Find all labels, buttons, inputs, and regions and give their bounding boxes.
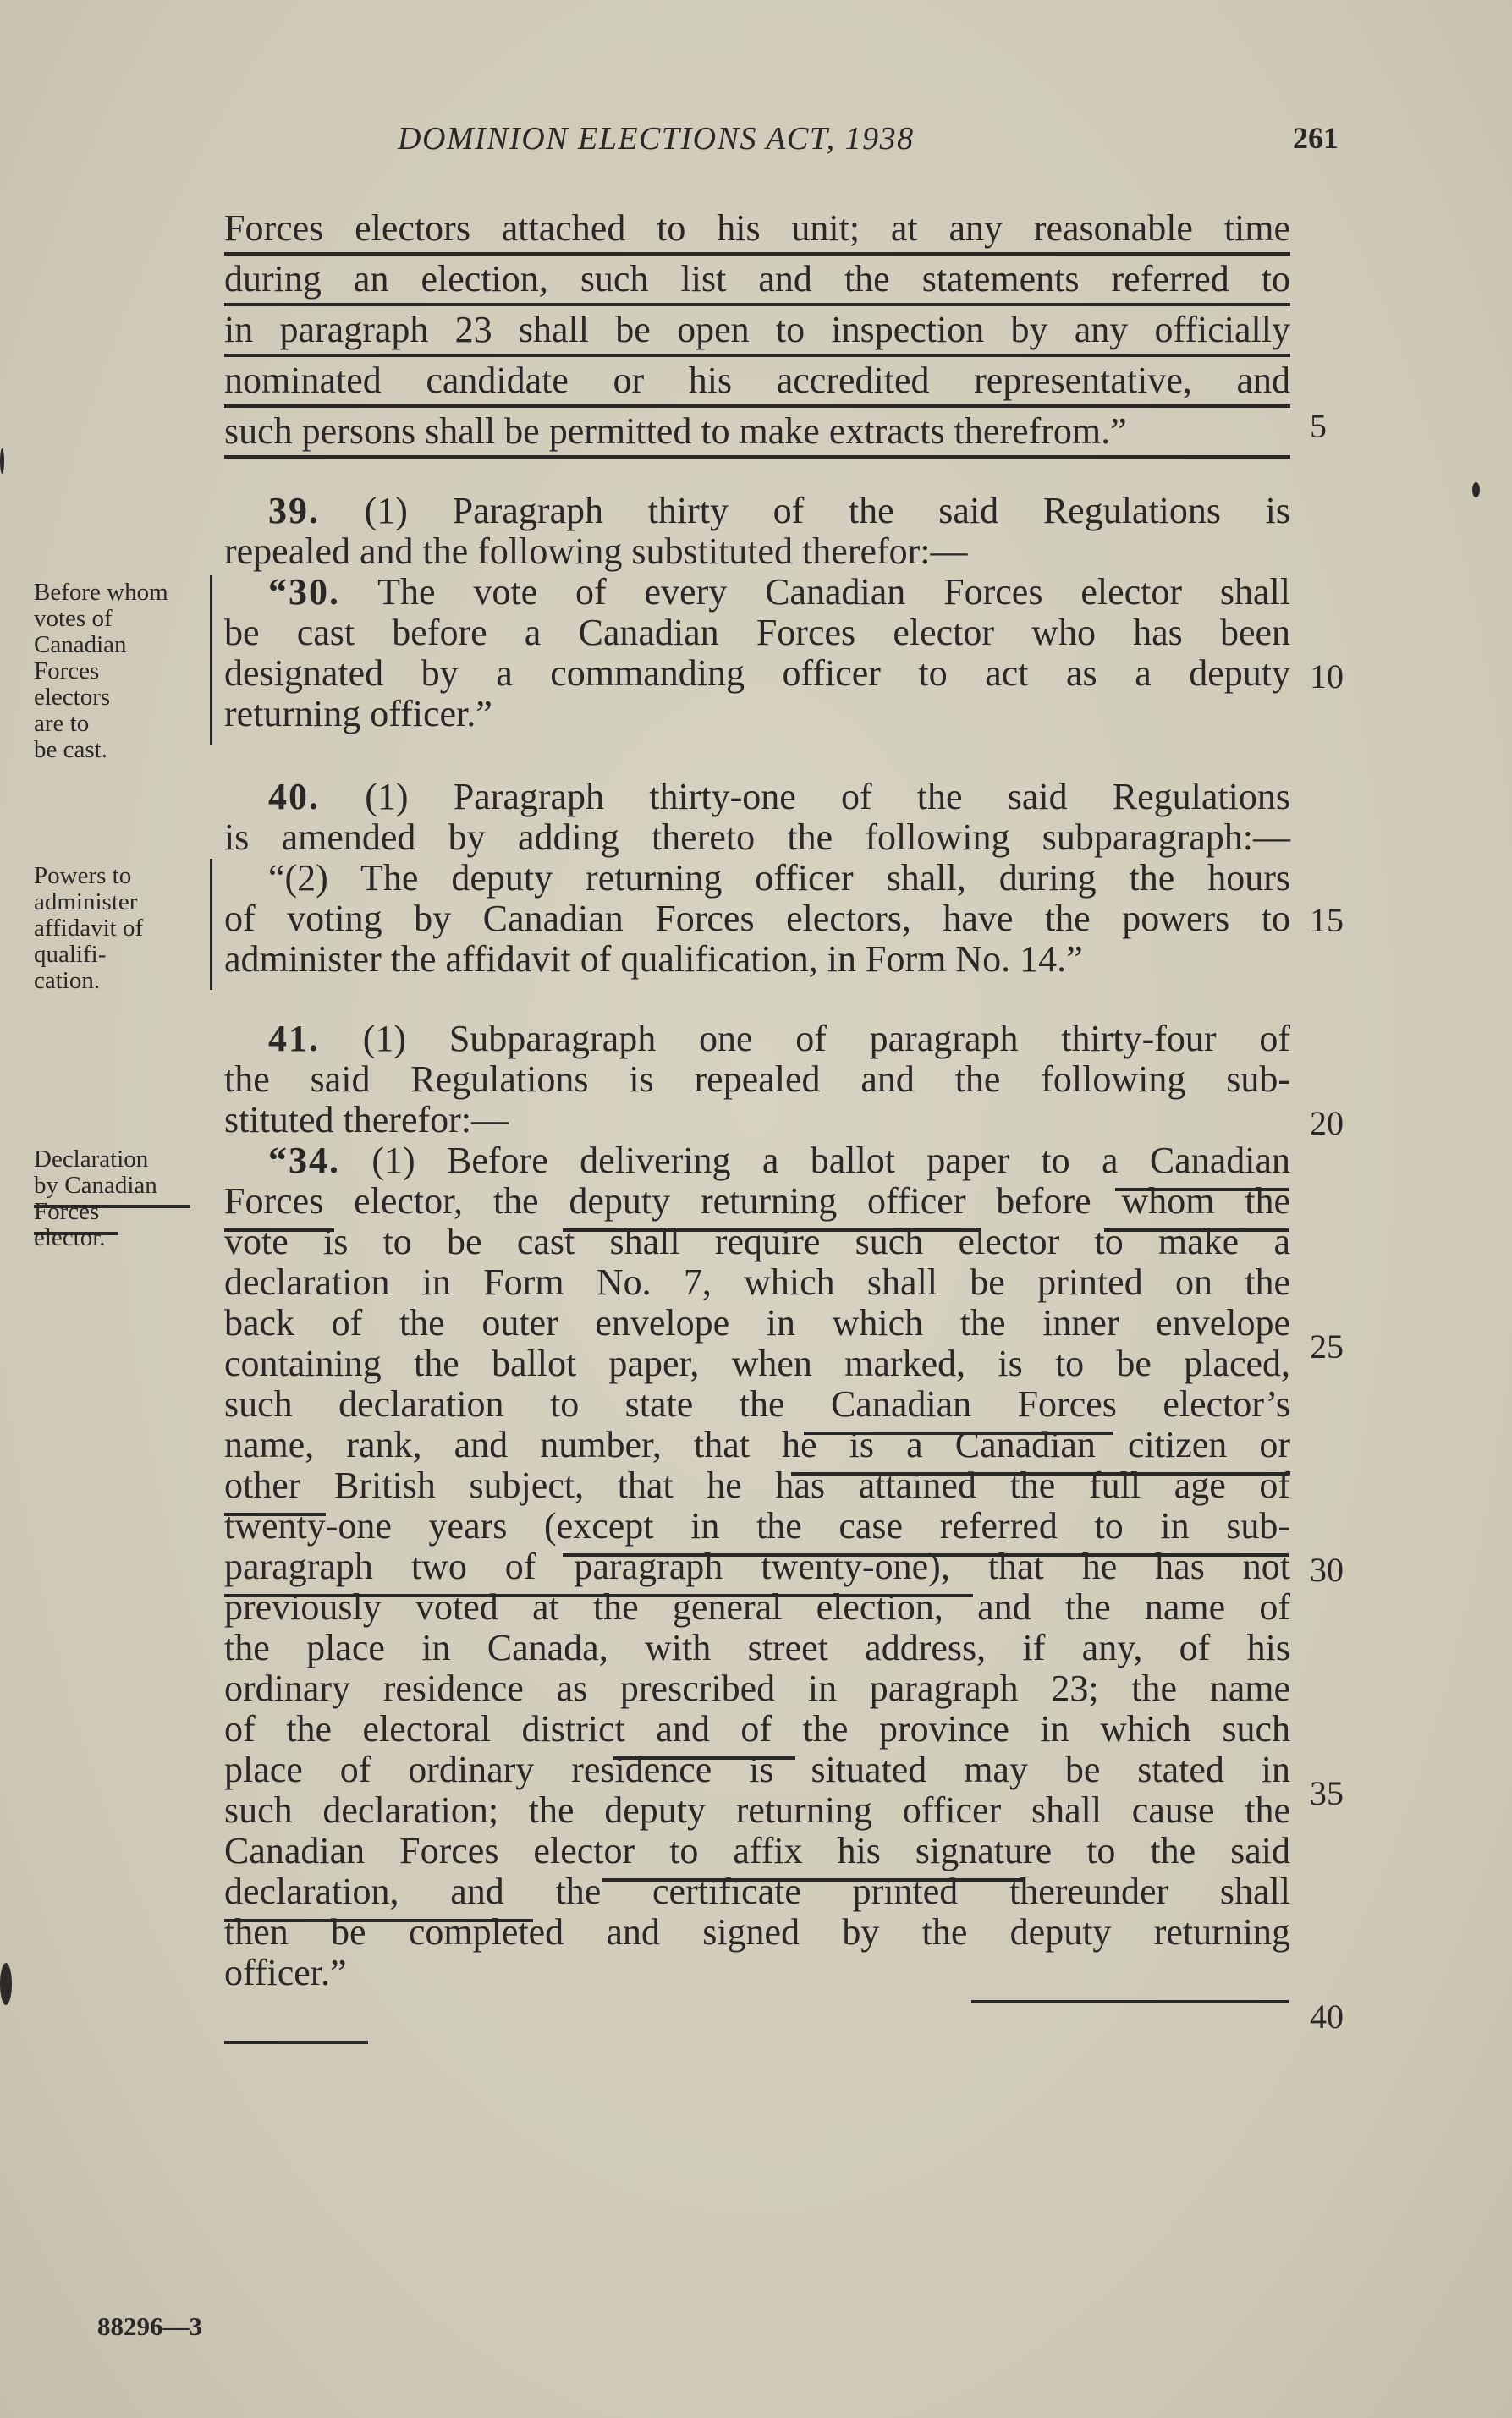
section-39 (224, 491, 1290, 734)
section-text: declaration in Form No. 7, which shall be printed on the (224, 1261, 1290, 1303)
section-text: repealed and the following substituted therefor:— (224, 530, 968, 572)
edge-mark (0, 1963, 12, 2005)
underline-mark (613, 1756, 795, 1760)
continuation-line: such persons shall be permitted to make extracts therefrom.” (224, 413, 1290, 459)
underline-mark (224, 1919, 533, 1922)
section-text: other British subject, that he has attained the full age of (224, 1465, 1290, 1506)
margin-note-40: Powers to administer affidavit of qualifi- cation. (34, 862, 144, 994)
section-text: declaration, and the certificate printed thereunder shall (224, 1871, 1290, 1912)
section-text: (1) Subparagraph one of paragraph thirty-four of (362, 1018, 1290, 1059)
margin-bar (210, 575, 212, 745)
underline-mark (971, 2000, 1289, 2003)
underline-mark (224, 1228, 334, 1232)
section-text: “(2) The deputy returning officer shall, during the hours (268, 857, 1290, 899)
section-text: (1) Paragraph thirty of the said Regulations is (364, 490, 1291, 531)
section-text: place of ordinary residence is situated may be stated in (224, 1749, 1290, 1790)
section-text: name, rank, and number, that he is a Canadian citizen or (224, 1424, 1290, 1465)
underline-mark (791, 1472, 1289, 1476)
section-number: 40. (268, 776, 320, 817)
section-40 (224, 777, 1290, 980)
underline-mark (34, 1205, 190, 1208)
section-text: paragraph two of paragraph twenty-one), that he has not (224, 1546, 1290, 1587)
section-text: vote is to be cast shall require such elector to make a (224, 1221, 1290, 1262)
underline-mark (563, 1553, 1289, 1557)
section-text: the place in Canada, with street address, if any, of his (224, 1627, 1290, 1668)
section-text: (1) Paragraph thirty-one of the said Regulations (365, 776, 1291, 817)
underline-mark (563, 1228, 981, 1232)
section-text: such declaration to state the Canadian Forces elector’s (224, 1383, 1290, 1425)
running-header (398, 120, 1345, 171)
footer-code: 88296—3 (97, 2311, 202, 2341)
edge-mark (0, 448, 4, 474)
continuation-block (224, 207, 1290, 464)
section-text: The vote of every Canadian Forces elector shall (377, 571, 1290, 613)
underline-mark (602, 1878, 1025, 1882)
line-number: 35 (1310, 1774, 1344, 1812)
line-number: 30 (1310, 1551, 1344, 1589)
section-number: 39. (268, 490, 320, 531)
section-text: is amended by adding thereto the following subparagraph:— (224, 816, 1290, 858)
continuation-line: nominated candidate or his accredited representative, and (224, 362, 1290, 408)
section-text: the said Regulations is repealed and the following sub- (224, 1058, 1290, 1100)
line-number: 40 (1310, 1998, 1344, 2036)
line-number: 10 (1310, 657, 1344, 695)
underline-mark (804, 1432, 1113, 1435)
line-number: 5 (1310, 407, 1327, 445)
section-text: twenty-one years (except in the case referred to in sub- (224, 1505, 1290, 1547)
underline-mark (1115, 1188, 1289, 1191)
section-text: designated by a commanding officer to act as a deputy (224, 652, 1290, 694)
section-text: officer.” (224, 1952, 347, 1993)
line-number: 25 (1310, 1327, 1344, 1366)
subsection-number: “30. (268, 571, 340, 613)
line-number: 15 (1310, 901, 1344, 939)
section-text: such declaration; the deputy returning officer shall cause the (224, 1789, 1290, 1831)
section-text: of the electoral district and of the province in which such (224, 1708, 1290, 1750)
section-text: stituted therefor:— (224, 1099, 509, 1140)
underline-mark (34, 1232, 118, 1235)
section-number: 41. (268, 1018, 320, 1059)
speck-mark (1472, 482, 1480, 497)
section-text: previously voted at the general election, and the name of (224, 1586, 1290, 1628)
section-text: Forces elector, the deputy returning officer before whom the (224, 1180, 1290, 1222)
continuation-line: Forces electors attached to his unit; at any reasonable time (224, 210, 1290, 256)
section-text: containing the ballot paper, when marked, is to be placed, (224, 1343, 1290, 1384)
section-text: be cast before a Canadian Forces elector who has been (224, 612, 1290, 653)
section-text: Canadian Forces elector to affix his signature to the said (224, 1830, 1290, 1871)
subsection-number: “34. (268, 1140, 340, 1181)
section-text: then be completed and signed by the deputy returning (224, 1911, 1290, 1953)
section-text: of voting by Canadian Forces electors, have the powers to (224, 898, 1290, 939)
section-text: back of the outer envelope in which the inner envelope (224, 1302, 1290, 1344)
section-text: returning officer.” (224, 693, 492, 734)
underline-mark (224, 2041, 368, 2044)
page-number: 261 (1293, 121, 1339, 155)
margin-bar (210, 859, 212, 990)
underline-mark (224, 1513, 326, 1516)
margin-note-41: Declaration by Canadian Forces elector. (34, 1146, 157, 1251)
margin-note-39: Before whom votes of Canadian Forces electors are to be cast. (34, 579, 168, 763)
section-text: ordinary residence as prescribed in paragraph 23; the name (224, 1668, 1290, 1709)
underline-mark (224, 1594, 973, 1597)
continuation-line: during an election, such list and the statements referred to (224, 261, 1290, 306)
underline-mark (1104, 1228, 1289, 1232)
section-text: (1) Before delivering a ballot paper to a Canadian (371, 1140, 1290, 1181)
section-text: administer the affidavit of qualification, in Form No. 14.” (224, 938, 1083, 980)
line-number: 20 (1310, 1104, 1344, 1142)
header-title: DOMINION ELECTIONS ACT, 1938 (398, 121, 915, 157)
continuation-line: in paragraph 23 shall be open to inspection by any officially (224, 311, 1290, 357)
section-41 (224, 1019, 1290, 1993)
